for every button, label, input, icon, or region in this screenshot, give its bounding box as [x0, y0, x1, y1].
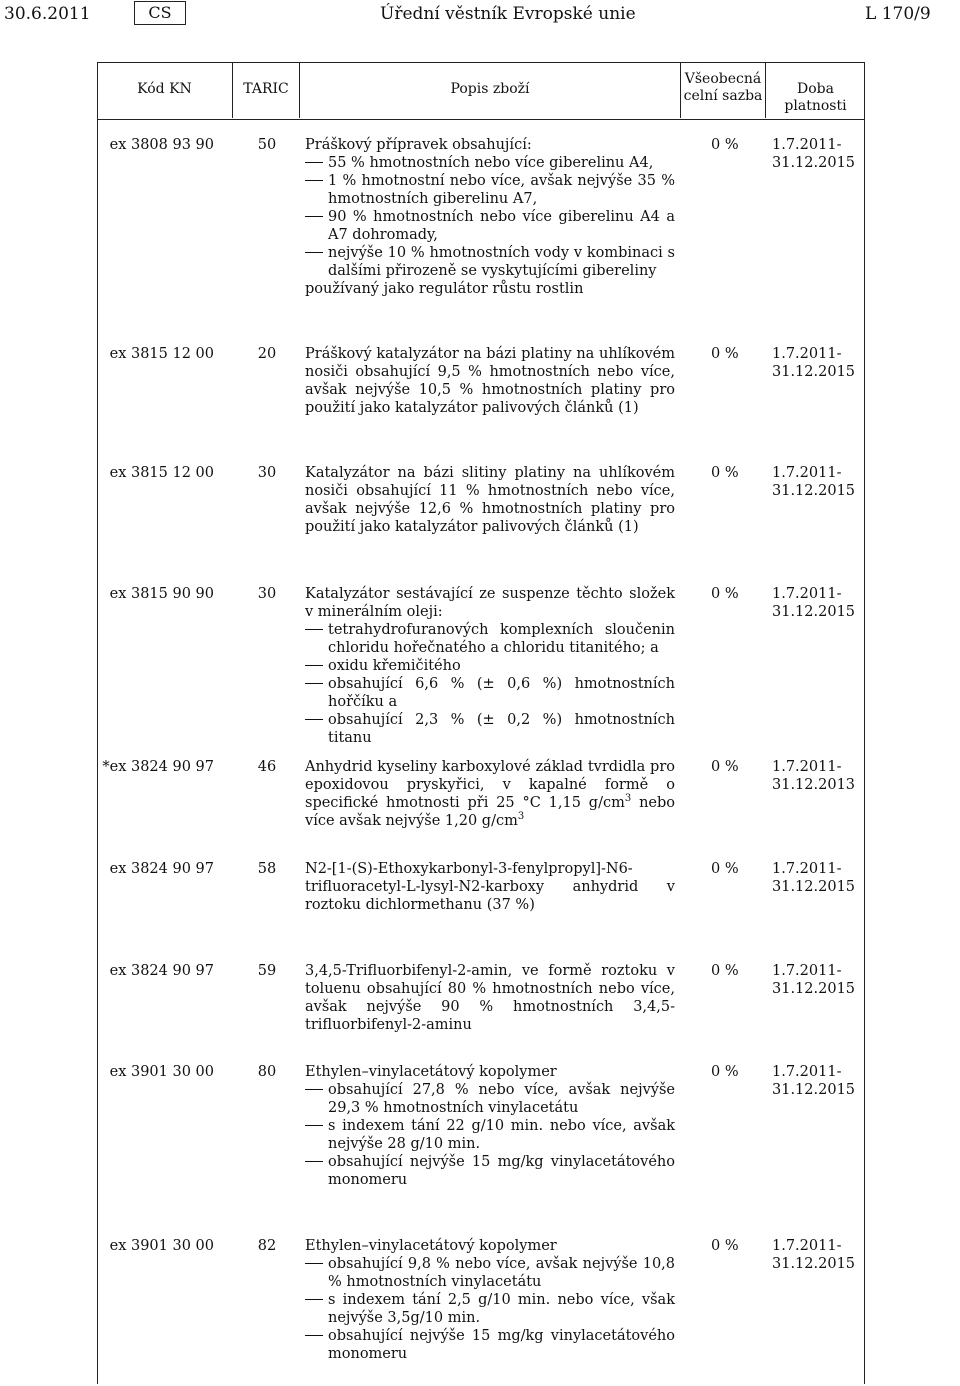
row-description: [305, 1063, 675, 1189]
row-code: ex 3815 90 90: [109, 586, 214, 602]
column-header-kod-kn: Kód KN: [137, 81, 192, 97]
row-description: Katalyzátor na bázi slitiny platiny na uhlíkovém nosiči obsahující 11 % hmotnostních nebo více, avšak nejvýše 12,6 % hmotnostních platiny pro použití jako katalyzátor palivových článků (1): [305, 465, 675, 535]
row-description: [305, 758, 675, 830]
list-item-text: obsahující nejvýše 15 mg/kg vinylacetátového monomeru: [328, 1328, 675, 1362]
row-code: ex 3824 90 97: [109, 861, 214, 877]
row-validity: [772, 136, 855, 172]
row-description: 3,4,5-Trifluorbifenyl-2-amin, ve formě roztoku v toluenu obsahující 80 % hmotnostních nebo více, avšak nejvýše 90 % hmotnostních 3,4,5-trifluorbifenyl-2-aminu: [305, 963, 675, 1033]
validity-to: 31.12.2015: [772, 483, 856, 499]
validity-to: 31.12.2013: [772, 777, 856, 793]
description-text: nebo více avšak nejvýše 1,20 g/cm: [305, 795, 676, 829]
list-item: [305, 208, 675, 244]
row-validity: [772, 860, 855, 896]
list-item: [305, 1327, 675, 1363]
journal-title: Úřední věstník Evropské unie: [380, 4, 636, 24]
row-taric: 59: [257, 963, 277, 979]
validity-to: 31.12.2015: [772, 155, 856, 171]
list-item-text: s indexem tání 2,5 g/10 min. nebo více, však nejvýše 3,5g/10 min.: [328, 1292, 675, 1326]
validity-to: 31.12.2015: [772, 604, 856, 620]
row-taric: 30: [257, 586, 277, 602]
validity-from: 1.7.2011-: [772, 465, 842, 481]
row-duty-rate: 0 %: [711, 586, 739, 602]
list-item-text: tetrahydrofuranových komplexních sloučenin chloridu hořečnatého a chloridu titanitého; a: [328, 622, 675, 656]
list-item: [305, 711, 675, 747]
list-item: [305, 172, 675, 208]
description-text: Anhydrid kyseliny karboxylové základ tvrdidla pro epoxidovou pryskyřici, v kapalné formě o specifické hmotnosti při 25 °C 1,15 g/cm: [305, 759, 675, 811]
description-outro: používaný jako regulátor růstu rostlin: [305, 281, 584, 297]
row-taric: 82: [257, 1238, 277, 1254]
validity-from: 1.7.2011-: [772, 1238, 842, 1254]
publication-date: 30.6.2011: [4, 4, 91, 24]
validity-from: 1.7.2011-: [772, 1064, 842, 1080]
page-number: L 170/9: [865, 4, 931, 24]
superscript: 3: [517, 811, 525, 823]
column-header-sazba-line1: Všeobecná: [684, 71, 762, 87]
row-taric: 20: [257, 346, 277, 362]
column-header-doba: Doba platnosti: [784, 81, 847, 114]
validity-from: 1.7.2011-: [772, 346, 842, 362]
column-header-popis: Popis zboží: [450, 81, 530, 97]
row-duty-rate: 0 %: [711, 137, 739, 153]
list-item: [305, 1117, 675, 1153]
row-description: [305, 1237, 675, 1363]
description-intro: Katalyzátor sestávající ze suspenze těchto složek v minerálním oleji:: [305, 586, 675, 620]
row-validity: [772, 1063, 855, 1099]
validity-to: 31.12.2015: [772, 1082, 856, 1098]
list-item: [305, 154, 675, 172]
column-header-sazba-line2: celní sazba: [683, 88, 763, 104]
row-description: N2-[1-(S)-Ethoxykarbonyl-3-fenylpropyl]-N6-trifluoracetyl-L-lysyl-N2-karboxy anhydrid v roztoku dichlormethanu (37 %): [305, 861, 675, 913]
list-item-text: 1 % hmotnostní nebo více, avšak nejvýše 35 % hmotnostních giberelinu A7,: [328, 173, 675, 207]
row-taric: 80: [257, 1064, 277, 1080]
row-code: ex 3824 90 97: [109, 963, 214, 979]
row-code: ex 3815 12 00: [109, 465, 214, 481]
list-item-text: obsahující 6,6 % (± 0,6 %) hmotnostních hořčíku a: [328, 676, 675, 710]
list-item: [305, 1081, 675, 1117]
row-duty-rate: 0 %: [711, 759, 739, 775]
validity-from: 1.7.2011-: [772, 137, 842, 153]
row-taric: 50: [257, 137, 277, 153]
validity-from: 1.7.2011-: [772, 861, 842, 877]
validity-from: 1.7.2011-: [772, 586, 842, 602]
row-description: Práškový katalyzátor na bázi platiny na uhlíkovém nosiči obsahující 9,5 % hmotnostních nebo více, avšak nejvýše 10,5 % hmotnostních platiny pro použití jako katalyzátor palivových článků (1): [305, 346, 675, 416]
row-validity: [772, 464, 855, 500]
validity-to: 31.12.2015: [772, 1256, 856, 1272]
list-item-text: obsahující 9,8 % nebo více, avšak nejvýše 10,8 % hmotnostních vinylacetátu: [328, 1256, 675, 1290]
list-item-text: 55 % hmotnostních nebo více giberelinu A4,: [328, 155, 654, 171]
row-code: ex 3808 93 90: [109, 137, 214, 153]
list-item-text: obsahující 27,8 % nebo více, avšak nejvýše 29,3 % hmotnostních vinylacetátu: [328, 1082, 675, 1116]
list-item: [305, 621, 675, 657]
description-intro: Ethylen–vinylacetátový kopolymer: [305, 1238, 557, 1254]
validity-from: 1.7.2011-: [772, 759, 842, 775]
language-badge: CS: [134, 1, 186, 25]
row-code: *ex 3824 90 97: [102, 759, 214, 775]
row-taric: 46: [257, 759, 277, 775]
validity-from: 1.7.2011-: [772, 963, 842, 979]
description-intro: Ethylen–vinylacetátový kopolymer: [305, 1064, 557, 1080]
list-item: [305, 1291, 675, 1327]
row-duty-rate: 0 %: [711, 465, 739, 481]
row-description: [305, 585, 675, 747]
row-taric: 58: [257, 861, 277, 877]
list-item: [305, 675, 675, 711]
list-item-text: obsahující nejvýše 15 mg/kg vinylacetátového monomeru: [328, 1154, 675, 1188]
row-validity: [772, 345, 855, 381]
row-taric: 30: [257, 465, 277, 481]
list-item-text: 90 % hmotnostních nebo více giberelinu A4 a A7 dohromady,: [328, 209, 675, 243]
list-item: [305, 657, 675, 675]
row-validity: [772, 758, 855, 794]
column-header-sazba: [681, 71, 765, 105]
row-duty-rate: 0 %: [711, 963, 739, 979]
column-header-taric: TARIC: [243, 81, 289, 97]
row-duty-rate: 0 %: [711, 1064, 739, 1080]
row-code: ex 3901 30 00: [109, 1238, 214, 1254]
row-description: [305, 136, 675, 298]
list-item: [305, 244, 675, 280]
list-item: [305, 1153, 675, 1189]
description-intro: Práškový přípravek obsahující:: [305, 137, 532, 153]
list-item: [305, 1255, 675, 1291]
row-duty-rate: 0 %: [711, 346, 739, 362]
row-duty-rate: 0 %: [711, 1238, 739, 1254]
list-item-text: s indexem tání 22 g/10 min. nebo více, avšak nejvýše 28 g/10 min.: [328, 1118, 675, 1152]
list-item-text: nejvýše 10 % hmotnostních vody v kombinaci s dalšími přirozeně se vyskytujícími gibereliny: [328, 245, 675, 279]
row-validity: [772, 1237, 855, 1273]
validity-to: 31.12.2015: [772, 364, 856, 380]
validity-to: 31.12.2015: [772, 879, 856, 895]
row-duty-rate: 0 %: [711, 861, 739, 877]
row-validity: [772, 585, 855, 621]
validity-to: 31.12.2015: [772, 981, 856, 997]
list-item-text: oxidu křemičitého: [328, 658, 461, 674]
superscript: 3: [624, 793, 632, 805]
row-code: ex 3815 12 00: [109, 346, 214, 362]
row-code: ex 3901 30 00: [109, 1064, 214, 1080]
row-validity: [772, 962, 855, 998]
list-item-text: obsahující 2,3 % (± 0,2 %) hmotnostních titanu: [328, 712, 675, 746]
